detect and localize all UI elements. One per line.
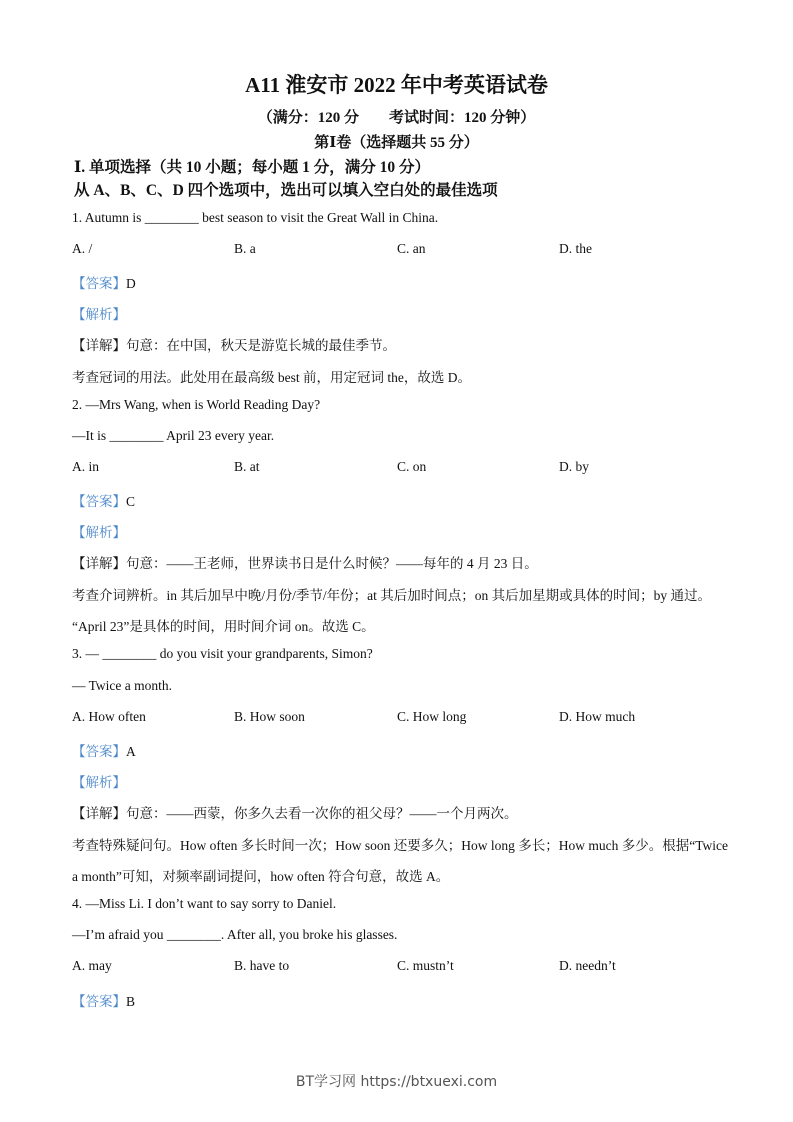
full-score: （满分：120 分 [257,110,359,126]
q1-option-d: D. the [559,241,592,256]
question-4-stem-2: —I’m afraid you ________. After all, you broke his glasses. [72,927,398,942]
question-4-options [72,958,732,978]
question-1-options [72,241,732,261]
q4-option-b: B. have to [234,958,290,973]
q2-option-d: D. by [559,459,589,474]
question-2-stem-1: 2. —Mrs Wang, when is World Reading Day? [72,397,321,412]
question-3-stem-1: 3. — ________ do you visit your grandparents, Simon? [72,646,373,661]
question-2-answer [72,490,135,510]
question-1-stem: 1. Autumn is ________ best season to visit the Great Wall in China. [72,210,439,225]
question-2-stem-2: —It is ________ April 23 every year. [72,428,275,443]
question-1-answer [72,272,136,292]
q3-option-b: B. How soon [234,709,305,724]
question-2-detail-2: 考查介词辨析。in 其后加早中晚/月份/季节/年份；at 其后加时间点；on 其后加星期或具体的时间；by 通过。 [72,588,711,603]
question-3-detail-3: a month”可知，对频率副词提问，how often 符合句意，故选 A。 [72,869,450,884]
answer-tag: 【答案】 [72,494,126,509]
answer-value: B [126,994,136,1009]
q3-option-c: C. How long [397,709,467,724]
section-instruction: 从 A、B、C、D 四个选项中，选出可以填入空白处的最佳选项 [74,182,498,199]
q1-option-c: C. an [397,241,426,256]
question-3-detail-2: 考查特殊疑问句。How often 多长时间一次；How soon 还要多久；How long 多长；How much 多少。根据“Twice [72,838,729,853]
q2-option-b: B. at [234,459,260,474]
question-1-detail-2: 考查冠词的用法。此处用在最高级 best 前，用定冠词 the，故选 D。 [72,370,471,385]
q4-option-a: A. may [72,958,112,973]
question-2-analysis-tag: 【解析】 [72,525,126,540]
q1-option-a: A. / [72,241,93,256]
answer-tag: 【答案】 [72,994,126,1009]
section-title: Ⅰ. 单项选择（共 10 小题；每小题 1 分，满分 10 分） [74,159,431,176]
answer-value: A [126,744,136,759]
part-heading: 第Ⅰ卷（选择题共 55 分） [314,135,479,151]
q3-option-a: A. How often [72,709,146,724]
exam-meta [0,106,793,127]
q4-option-c: C. mustn’t [397,958,454,973]
question-1-detail-1: 【详解】句意：在中国，秋天是游览长城的最佳季节。 [72,338,396,353]
question-3-analysis-tag: 【解析】 [72,775,126,790]
question-4-stem-1: 4. —Miss Li. I don’t want to say sorry to Daniel. [72,896,337,911]
exam-time: 考试时间：120 分钟） [389,110,536,126]
answer-tag: 【答案】 [72,744,126,759]
q2-option-a: A. in [72,459,99,474]
question-3-answer [72,740,136,760]
footer-watermark: BT学习网 https://btxuexi.com [295,1074,498,1090]
question-3-detail-1: 【详解】句意：——西蒙，你多久去看一次你的祖父母？——一个月两次。 [72,806,518,821]
question-2-detail-3: “April 23”是具体的时间，用时间介词 on。故选 C。 [72,619,375,634]
answer-value: C [126,494,136,509]
q2-option-c: C. on [397,459,427,474]
exam-title: A11 淮安市 2022 年中考英语试卷 [245,73,548,97]
answer-value: D [126,276,136,291]
q4-option-d: D. needn’t [559,958,616,973]
question-2-detail-1: 【详解】句意：——王老师，世界读书日是什么时候？——每年的 4 月 23 日。 [72,556,538,571]
question-3-options [72,709,732,729]
q3-option-d: D. How much [559,709,636,724]
q1-option-b: B. a [234,241,256,256]
question-4-answer [72,990,135,1010]
question-3-stem-2: — Twice a month. [72,678,173,693]
question-1-analysis-tag: 【解析】 [72,307,126,322]
answer-tag: 【答案】 [72,276,126,291]
question-2-options [72,459,732,479]
